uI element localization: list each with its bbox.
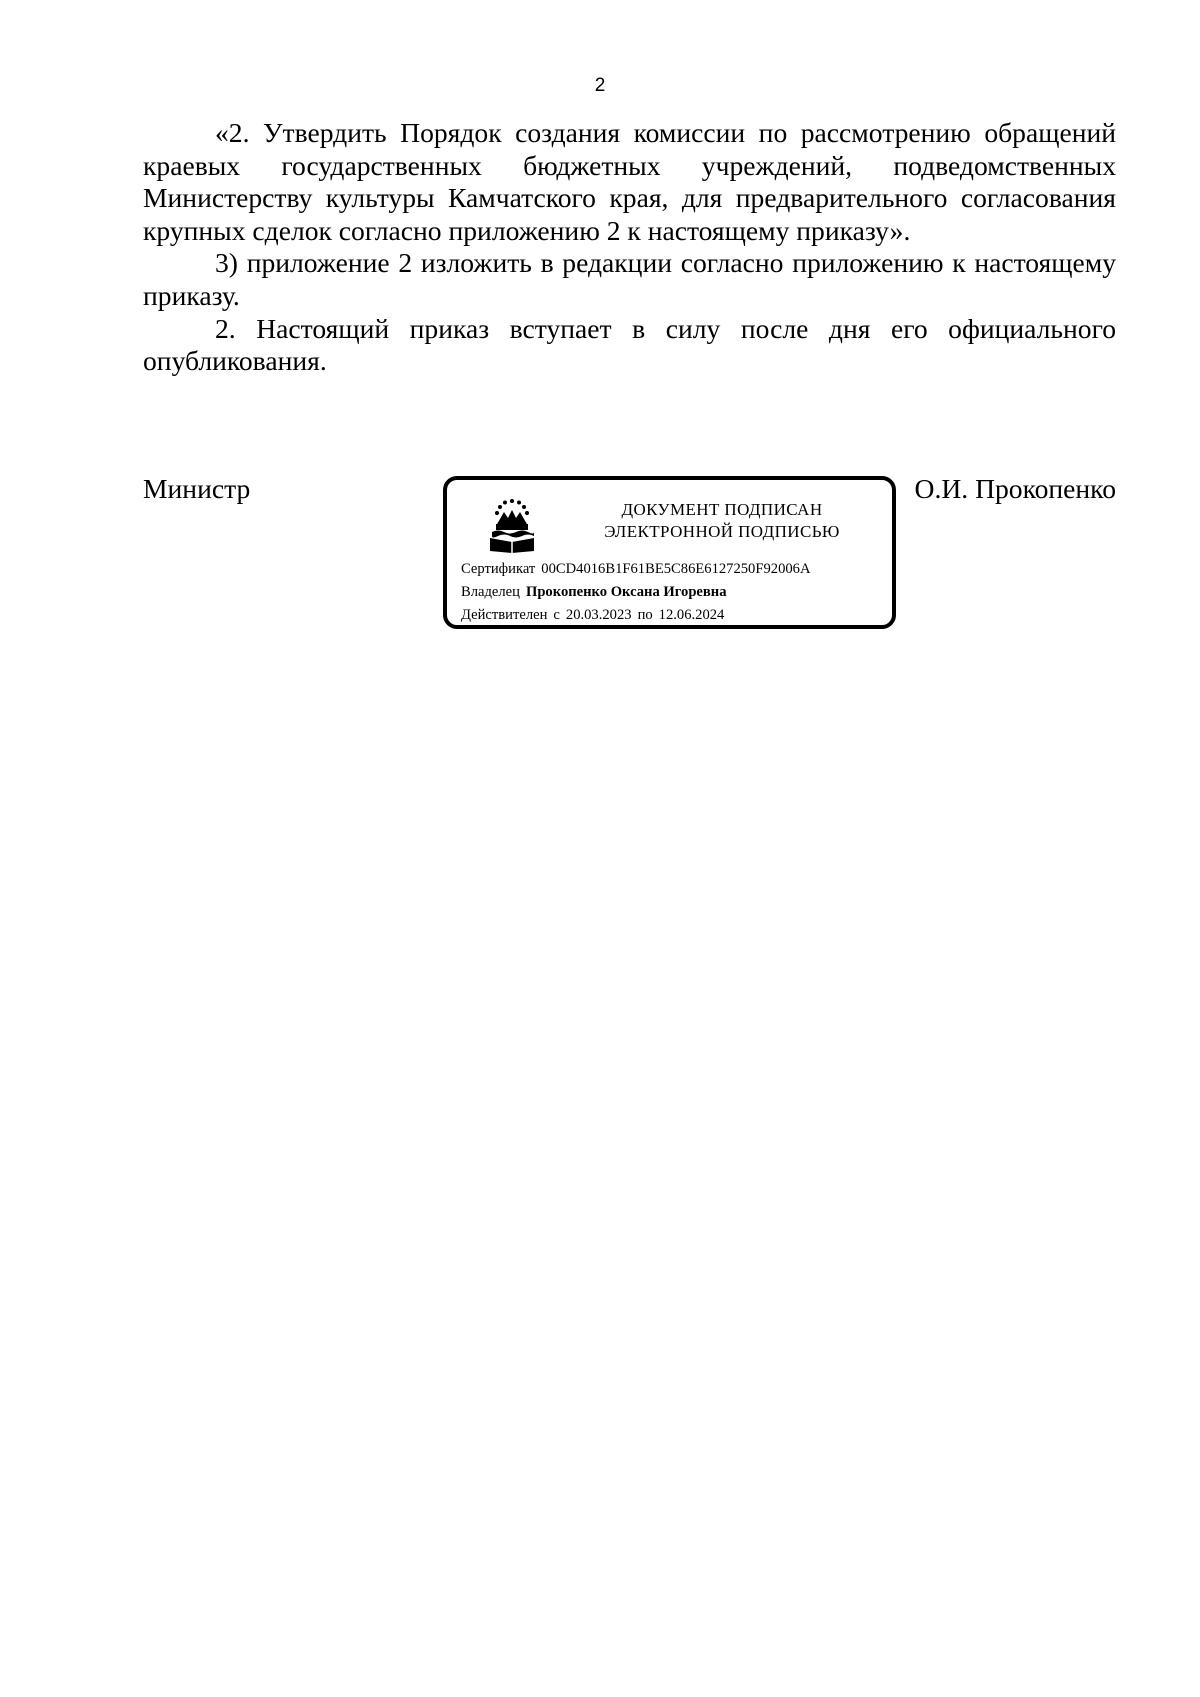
stamp-heading-line-2: ЭЛЕКТРОННОЙ ПОДПИСЬЮ [604,522,840,541]
paragraph-entry-into-force: 2. Настоящий приказ вступает в силу после дня его официального опубликования. [143,312,1116,377]
document-body [143,117,1116,378]
valid-to-date: 12.06.2024 [658,607,725,623]
valid-from-date: 20.03.2023 [565,607,632,623]
page-number: 2 [594,75,606,96]
signer-name: О.И. Прокопенко [914,473,1116,504]
paragraph-appendix-2: 3) приложение 2 изложить в редакции согласно приложению к настоящему приказу. [143,247,1116,311]
kamchatka-emblem-icon [484,496,540,554]
stamp-heading-line-1: ДОКУМЕНТ ПОДПИСАН [621,500,823,519]
stamp-certificate-line [461,559,811,579]
certificate-value: 00CD4016B1F61BE5C86E6127250F92006A [541,561,811,577]
electronic-signature-stamp [443,476,896,629]
valid-label: Действителен [461,607,548,623]
valid-to-label: по [637,607,653,623]
owner-label: Владелец [461,584,520,600]
certificate-label: Сертификат [461,561,536,577]
paragraph-approve-procedure: «2. Утвердить Порядок создания комиссии по рассмотрению обращений краевых государственных бюджетных учреждений, подведомственных Министерству культуры Камчатского края, для предварительного согласования крупных сделок согласно приложению 2 к настоящему приказу». [143,117,1116,246]
stamp-heading [557,499,887,543]
stamp-validity-line [461,605,724,625]
stamp-owner-line [461,582,727,602]
owner-value: Прокопенко Оксана Игоревна [525,584,727,600]
valid-from-label: с [553,607,560,623]
signer-position: Министр [143,473,251,504]
